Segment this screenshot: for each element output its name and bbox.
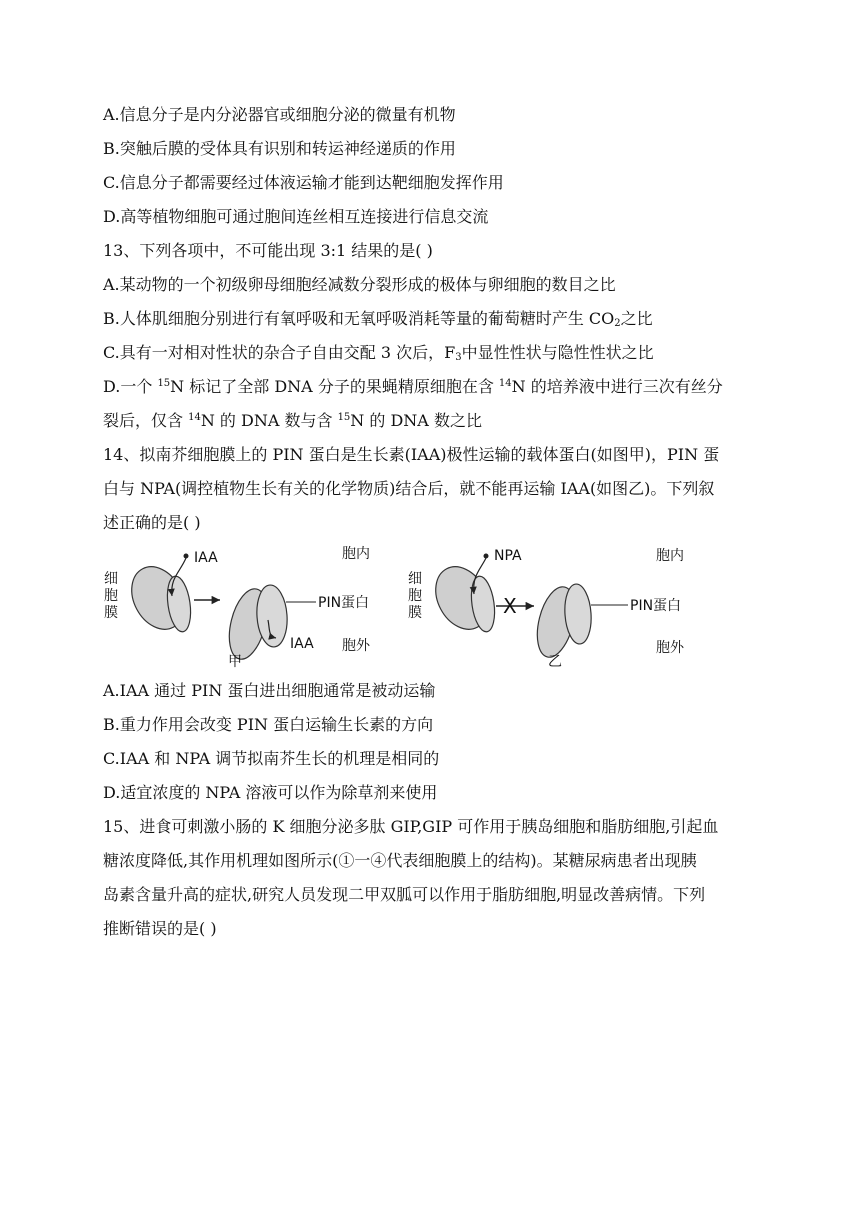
pin-protein-b-before: [425, 558, 498, 639]
pin-protein-a-after: [223, 584, 289, 663]
q14-option-c: C.IAA 和 NPA 调节拟南芥生长的机理是相同的: [103, 749, 440, 768]
q15-stem-line2: 糖浓度降低,其作用机理如图所示(①一④代表细胞膜上的结构)。某糖尿病患者出现胰: [103, 851, 697, 870]
membrane-label-a-3: 膜: [104, 605, 118, 621]
q12-option-a: A.信息分子是内分泌器官或细胞分泌的微量有机物: [103, 105, 456, 124]
inside-label-b: 胞内: [656, 548, 684, 564]
membrane-label-a-2: 胞: [104, 588, 118, 604]
q14-stem-line1: 14、拟南芥细胞膜上的 PIN 蛋白是生长素(IAA)极性运输的载体蛋白(如图甲)，PIN 蛋: [103, 445, 720, 464]
q14-option-a: A.IAA 通过 PIN 蛋白进出细胞通常是被动运输: [103, 681, 436, 700]
npa-molecule: [484, 554, 489, 559]
membrane-label-b-1: 细: [408, 571, 422, 587]
q15-stem-line1: 15、进食可刺激小肠的 K 细胞分泌多肽 GIP,GIP 可作用于胰岛细胞和脂肪细胞,引起血: [103, 817, 719, 836]
q13-option-d-line1: D.一个 $^{15}$N 标记了全部 DNA 分子的果蝇精原细胞在含 $^{14}$N 的培养液中进行三次有丝分: [103, 377, 723, 396]
membrane-label-b-2: 胞: [408, 588, 422, 604]
q13-option-a: A.某动物的一个初级卵母细胞经减数分裂形成的极体与卵细胞的数目之比: [103, 275, 616, 294]
q13-option-d-line2: 裂后，仅含 $^{14}$N 的 DNA 数与含 $^{15}$N 的 DNA 数之比: [103, 411, 482, 430]
membrane-label-b-3: 膜: [408, 605, 422, 621]
figure-svg: [100, 538, 700, 670]
q13-option-b: B.人体肌细胞分别进行有氧呼吸和无氧呼吸消耗等量的葡萄糖时产生 $CO_2$之比: [103, 309, 653, 329]
npa-label: NPA: [494, 548, 522, 564]
q14-option-d: D.适宜浓度的 NPA 溶液可以作为除草剂来使用: [103, 783, 438, 802]
outside-label-a: 胞外: [342, 638, 370, 654]
iaa-label-in: IAA: [194, 550, 218, 566]
inside-label-a: 胞内: [342, 546, 370, 562]
caption-b: 乙: [548, 654, 562, 670]
q12-option-d: D.高等植物细胞可通过胞间连丝相互连接进行信息交流: [103, 207, 489, 226]
caption-a: 甲: [228, 654, 242, 670]
q15-stem-line4: 推断错误的是( ): [103, 919, 217, 938]
q13-option-c: C.具有一对相对性状的杂合子自由交配 3 次后，$F_3$中显性性状与隐性性状之比: [103, 343, 654, 363]
q12-option-c: C.信息分子都需要经过体液运输才能到达靶细胞发挥作用: [103, 173, 504, 192]
q14-option-b: B.重力作用会改变 PIN 蛋白运输生长素的方向: [103, 715, 434, 734]
q15-stem-line3: 岛素含量升高的症状,研究人员发现二甲双胍可以作用于脂肪细胞,明显改善病情。下列: [103, 885, 706, 904]
pin-label-a: PIN蛋白: [318, 595, 370, 611]
iaa-molecule-a: [184, 554, 189, 559]
iaa-label-out: IAA: [290, 636, 314, 652]
pin-protein-figure: [100, 538, 700, 670]
block-mark: X: [503, 594, 517, 618]
q14-stem-line2: 白与 NPA(调控植物生长有关的化学物质)结合后，就不能再运输 IAA(如图乙)。下列叙: [103, 479, 715, 498]
q13-stem: 13、下列各项中，不可能出现 3:1 结果的是( ): [103, 241, 433, 260]
pin-protein-a-before: [121, 558, 194, 639]
pin-label-b: PIN蛋白: [630, 598, 682, 614]
membrane-label-a-1: 细: [104, 571, 118, 587]
q14-stem-line3: 述正确的是( ): [103, 513, 201, 532]
outside-label-b: 胞外: [656, 640, 684, 656]
q12-option-b: B.突触后膜的受体具有识别和转运神经递质的作用: [103, 139, 456, 158]
pin-protein-b-after: [531, 583, 593, 661]
